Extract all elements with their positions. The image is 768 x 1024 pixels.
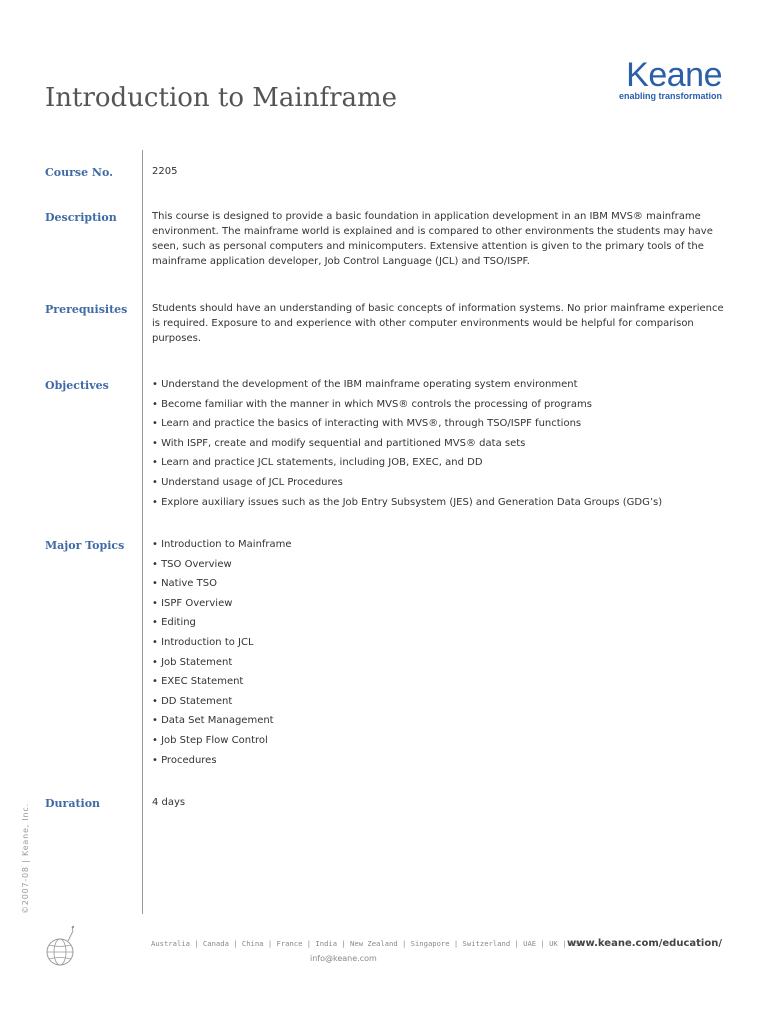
- objectives-list: [152, 377, 727, 514]
- logo-wordmark: Keane: [626, 56, 722, 94]
- list-item: • EXEC Statement: [152, 674, 727, 694]
- list-item: • Editing: [152, 615, 727, 635]
- column-divider: [142, 150, 143, 914]
- description-label: Description: [45, 211, 117, 224]
- keane-logo: [619, 58, 722, 101]
- list-item: • Understand usage of JCL Procedures: [152, 475, 727, 495]
- globe-icon: [44, 924, 78, 966]
- duration-label: Duration: [45, 797, 101, 810]
- list-item: • With ISPF, create and modify sequential and partitioned MVS® data sets: [152, 436, 727, 456]
- list-item: • ISPF Overview: [152, 596, 727, 616]
- prerequisites-paragraph: Students should have an understanding of basic concepts of information systems. No prior mainframe experience is required. Exposure to and experience with other computer environments would be helpful for comparison purposes.: [152, 303, 724, 344]
- list-item: • Explore auxiliary issues such as the Job Entry Subsystem (JES) and Generation Data Groups (GDG’s): [152, 495, 727, 515]
- list-item: • Native TSO: [152, 576, 727, 596]
- list-item: • Learn and practice the basics of interacting with MVS®, through TSO/ISPF functions: [152, 416, 727, 436]
- list-item: • Become familiar with the manner in which MVS® controls the processing of programs: [152, 397, 727, 417]
- objectives-label: Objectives: [45, 379, 109, 392]
- description-paragraph: This course is designed to provide a basic foundation in application development in an IBM MVS® mainframe environment. The mainframe world is explained and is compared to other environments the students may have seen, such as personal computers and minicomputers. Extensive attention is given to the primary tools of the mainframe application developer, Job Control Language (JCL) and TSO/ISPF.: [152, 211, 713, 267]
- list-item: • Job Statement: [152, 655, 727, 675]
- major-topics-label: Major Topics: [45, 539, 125, 552]
- list-item: • Learn and practice JCL statements, including JOB, EXEC, and DD: [152, 455, 727, 475]
- list-item: • Procedures: [152, 753, 727, 773]
- page-title: Introduction to Mainframe: [45, 83, 398, 113]
- list-item: • Job Step Flow Control: [152, 733, 727, 753]
- major-topics-list: [152, 537, 727, 772]
- description-text: [152, 209, 727, 269]
- list-item: • Data Set Management: [152, 713, 727, 733]
- list-item: • Introduction to JCL: [152, 635, 727, 655]
- countries-list: Australia | Canada | China | France | India | New Zealand | Singapore | Switzerland | UAE | UK | USA: [151, 939, 584, 948]
- prerequisites-label: Prerequisites: [45, 303, 128, 316]
- duration-value: 4 days: [152, 797, 186, 808]
- list-item: • TSO Overview: [152, 557, 727, 577]
- list-item: • Introduction to Mainframe: [152, 537, 727, 557]
- logo-tagline: enabling transformation: [618, 91, 722, 101]
- course-no-value: 2205: [152, 166, 178, 177]
- list-item: • DD Statement: [152, 694, 727, 714]
- list-item: • Understand the development of the IBM mainframe operating system environment: [152, 377, 727, 397]
- course-no-label: Course No.: [45, 166, 113, 179]
- website-link[interactable]: www.keane.com/education/: [567, 938, 722, 949]
- prerequisites-text: [152, 301, 727, 346]
- contact-email[interactable]: info@keane.com: [310, 954, 377, 963]
- copyright-text: ©2007-08 | Keane, Inc.: [21, 803, 30, 914]
